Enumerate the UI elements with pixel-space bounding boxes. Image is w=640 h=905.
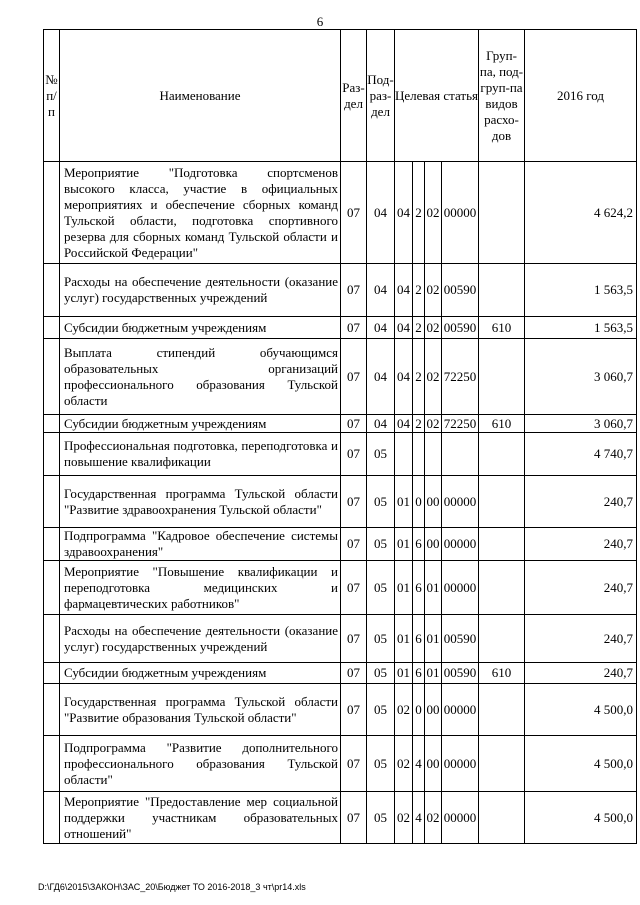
cell-name: Государственная программа Тульской области "Развитие образования Тульской области" (60, 684, 341, 736)
cell-target-event: 02 (426, 415, 440, 431)
cell-name: Профессиональная подготовка, переподготовка и повышение квалификации (60, 433, 341, 476)
cell-razdel: 07 (341, 615, 367, 663)
cell-num (44, 736, 60, 792)
cell-target-direction: 00590 (442, 317, 479, 339)
cell-expense-group (479, 792, 525, 844)
table-row (44, 476, 637, 528)
cell-razdel: 07 (341, 415, 367, 433)
cell-num (44, 528, 60, 561)
cell-podrazdel: 05 (367, 684, 395, 736)
file-path-footer: D:\ГД6\2015\ЗАКОН\ЗАС_20\Бюджет ТО 2016-2018_3 чт\pr14.xls (38, 882, 306, 892)
table-row (44, 415, 637, 433)
cell-name: Субсидии бюджетным учреждениям (60, 663, 341, 684)
table-row (44, 162, 637, 264)
cell-name: Расходы на обеспечение деятельности (оказание услуг) государственных учреждений (60, 264, 341, 317)
cell-num (44, 433, 60, 476)
cell-podrazdel: 05 (367, 433, 395, 476)
cell-target-event: 02 (425, 162, 442, 264)
cell-target-program: 02 (395, 684, 413, 736)
cell-target-subprogram: 0 (413, 684, 425, 736)
cell-podrazdel: 04 (367, 415, 395, 433)
cell-target-program: 04 (395, 162, 413, 264)
cell-target-direction: 72250 (442, 339, 479, 415)
table-row (44, 317, 637, 339)
cell-target-program: 04 (395, 339, 413, 415)
cell-num (44, 476, 60, 528)
cell-num (44, 162, 60, 264)
cell-razdel: 07 (341, 663, 367, 684)
table-header-row (44, 30, 637, 162)
cell-name: Выплата стипендий обучающимся образовательных организаций профессионального образования Тульской области (60, 339, 341, 415)
cell-razdel: 07 (341, 561, 367, 615)
cell-expense-group (479, 433, 525, 476)
cell-name: Подпрограмма "Развитие дополнительного профессионального образования Тульской области" (60, 736, 341, 792)
cell-expense-group: 610 (479, 415, 525, 433)
header-razdel: Раз-дел (341, 30, 367, 162)
cell-name: Мероприятие "Повышение квалификации и переподготовка медицинских и фармацевтических работников" (60, 561, 341, 615)
header-target-article: Целевая статья (395, 30, 479, 162)
cell-expense-group (479, 264, 525, 317)
table-row (44, 615, 637, 663)
cell-target-direction: 00000 (442, 684, 479, 736)
cell-podrazdel: 05 (367, 792, 395, 844)
header-year: 2016 год (525, 30, 637, 162)
cell-target-direction: 00000 (442, 792, 479, 844)
cell-target-subprogram: 2 (413, 264, 425, 317)
page-number: 6 (316, 14, 324, 29)
cell-target-direction: 00000 (442, 561, 479, 615)
cell-target-subprogram: 2 (413, 317, 425, 339)
cell-amount: 4 624,2 (525, 162, 637, 264)
cell-target-event: 00 (425, 684, 442, 736)
cell-target-program: 04 (395, 264, 413, 317)
cell-podrazdel: 05 (367, 663, 395, 684)
cell-expense-group: 610 (479, 317, 525, 339)
cell-target-event: 00 (425, 528, 442, 561)
cell-amount: 3 060,7 (525, 415, 637, 433)
cell-name: Мероприятие "Предоставление мер социальной поддержки участникам образовательных отношений" (60, 792, 341, 844)
cell-amount: 1 563,5 (525, 317, 637, 339)
cell-target-event: 02 (425, 339, 442, 415)
cell-amount: 240,7 (525, 561, 637, 615)
table-row (44, 684, 637, 736)
cell-target-program: 01 (395, 615, 413, 663)
cell-podrazdel: 05 (367, 476, 395, 528)
cell-target-program: 04 (395, 415, 413, 433)
table-row (44, 663, 637, 684)
cell-target-direction: 00000 (442, 162, 479, 264)
cell-name: Расходы на обеспечение деятельности (оказание услуг) государственных учреждений (60, 615, 341, 663)
cell-name: Мероприятие "Подготовка спортсменов высокого класса, участие в официальных мероприятиях и обеспечение сборных команд Тульской области, подготовка спортивного резерва для сборных команд Тульской области и Российской Федерации" (60, 162, 341, 264)
cell-expense-group (479, 684, 525, 736)
cell-amount: 240,7 (525, 663, 637, 684)
cell-target-program: 04 (395, 317, 413, 339)
cell-num (44, 561, 60, 615)
cell-expense-group (479, 561, 525, 615)
table-row (44, 339, 637, 415)
cell-razdel: 07 (341, 792, 367, 844)
table-row (44, 433, 637, 476)
header-podrazdel: Под-раз-дел (367, 30, 395, 162)
cell-podrazdel: 04 (367, 264, 395, 317)
cell-target-event: 00 (425, 476, 442, 528)
cell-razdel: 07 (341, 684, 367, 736)
cell-amount: 1 563,5 (525, 264, 637, 317)
cell-target-subprogram: 2 (413, 339, 425, 415)
cell-amount: 4 740,7 (525, 433, 637, 476)
cell-razdel: 07 (341, 476, 367, 528)
header-expense-group: Груп-па, под-груп-па видов расхо-дов (479, 30, 525, 162)
cell-target-direction: 00590 (442, 615, 479, 663)
cell-name: Субсидии бюджетным учреждениям (60, 415, 341, 433)
cell-num (44, 317, 60, 339)
cell-amount: 240,7 (525, 528, 637, 561)
cell-target-event: 02 (425, 792, 442, 844)
cell-podrazdel: 04 (367, 339, 395, 415)
cell-target-direction (442, 433, 479, 476)
cell-podrazdel: 04 (367, 162, 395, 264)
cell-target-direction: 00000 (442, 736, 479, 792)
cell-target-direction: 00590 (442, 264, 479, 317)
cell-name: Субсидии бюджетным учреждениям (60, 317, 341, 339)
cell-amount: 240,7 (525, 615, 637, 663)
cell-num (44, 615, 60, 663)
cell-razdel: 07 (341, 528, 367, 561)
cell-target-direction: 72250 (442, 415, 479, 433)
cell-target-direction: 00000 (442, 528, 479, 561)
cell-num (44, 792, 60, 844)
cell-target-subprogram: 2 (413, 415, 425, 433)
cell-expense-group (479, 736, 525, 792)
cell-target-event: 01 (425, 561, 442, 615)
cell-amount: 240,7 (525, 476, 637, 528)
cell-expense-group (479, 615, 525, 663)
cell-target-subprogram: 6 (413, 615, 425, 663)
table-row (44, 561, 637, 615)
cell-num (44, 663, 60, 684)
cell-expense-group: 610 (479, 663, 525, 684)
cell-podrazdel: 05 (367, 736, 395, 792)
header-num: № п/ п (44, 30, 60, 162)
cell-target-direction: 00590 (442, 663, 479, 684)
cell-target-subprogram: 4 (413, 736, 425, 792)
cell-target-subprogram: 6 (413, 561, 425, 615)
cell-target-event: 00 (425, 736, 442, 792)
cell-target-subprogram: 0 (413, 476, 425, 528)
cell-expense-group (479, 162, 525, 264)
cell-expense-group (479, 476, 525, 528)
cell-target-program: 01 (395, 663, 413, 684)
cell-podrazdel: 04 (367, 317, 395, 339)
cell-target-event: 01 (425, 663, 442, 684)
cell-name: Государственная программа Тульской области "Развитие здравоохранения Тульской области" (60, 476, 341, 528)
cell-razdel: 07 (341, 736, 367, 792)
cell-target-event: 02 (425, 264, 442, 317)
cell-amount: 4 500,0 (525, 684, 637, 736)
cell-podrazdel: 05 (367, 528, 395, 561)
cell-podrazdel: 05 (367, 561, 395, 615)
budget-table (43, 29, 637, 844)
cell-num (44, 415, 60, 433)
cell-name: Подпрограмма "Кадровое обеспечение системы здравоохранения" (60, 528, 341, 561)
cell-amount: 4 500,0 (525, 736, 637, 792)
table-row (44, 792, 637, 844)
cell-razdel: 07 (341, 339, 367, 415)
cell-target-program (395, 433, 413, 476)
cell-target-subprogram (413, 433, 425, 476)
cell-target-program: 02 (395, 792, 413, 844)
cell-target-program: 01 (395, 528, 413, 561)
cell-target-subprogram: 2 (413, 162, 425, 264)
cell-num (44, 684, 60, 736)
cell-target-direction: 00000 (442, 476, 479, 528)
cell-num (44, 264, 60, 317)
table-row (44, 528, 637, 561)
cell-podrazdel: 05 (367, 615, 395, 663)
header-name: Наименование (60, 30, 341, 162)
cell-target-program: 01 (395, 476, 413, 528)
cell-target-program: 02 (395, 736, 413, 792)
cell-razdel: 07 (341, 317, 367, 339)
cell-expense-group (479, 339, 525, 415)
cell-num (44, 339, 60, 415)
cell-target-subprogram: 4 (413, 792, 425, 844)
cell-expense-group (479, 528, 525, 561)
cell-amount: 3 060,7 (525, 339, 637, 415)
cell-target-event: 01 (425, 615, 442, 663)
cell-amount: 4 500,0 (525, 792, 637, 844)
cell-razdel: 07 (341, 264, 367, 317)
cell-target-event: 02 (425, 317, 442, 339)
cell-razdel: 07 (341, 162, 367, 264)
cell-razdel: 07 (341, 433, 367, 476)
table-row (44, 264, 637, 317)
cell-target-subprogram: 6 (413, 663, 425, 684)
cell-target-program: 01 (395, 561, 413, 615)
cell-target-subprogram: 6 (413, 528, 425, 561)
table-row (44, 736, 637, 792)
cell-target-event (425, 433, 442, 476)
